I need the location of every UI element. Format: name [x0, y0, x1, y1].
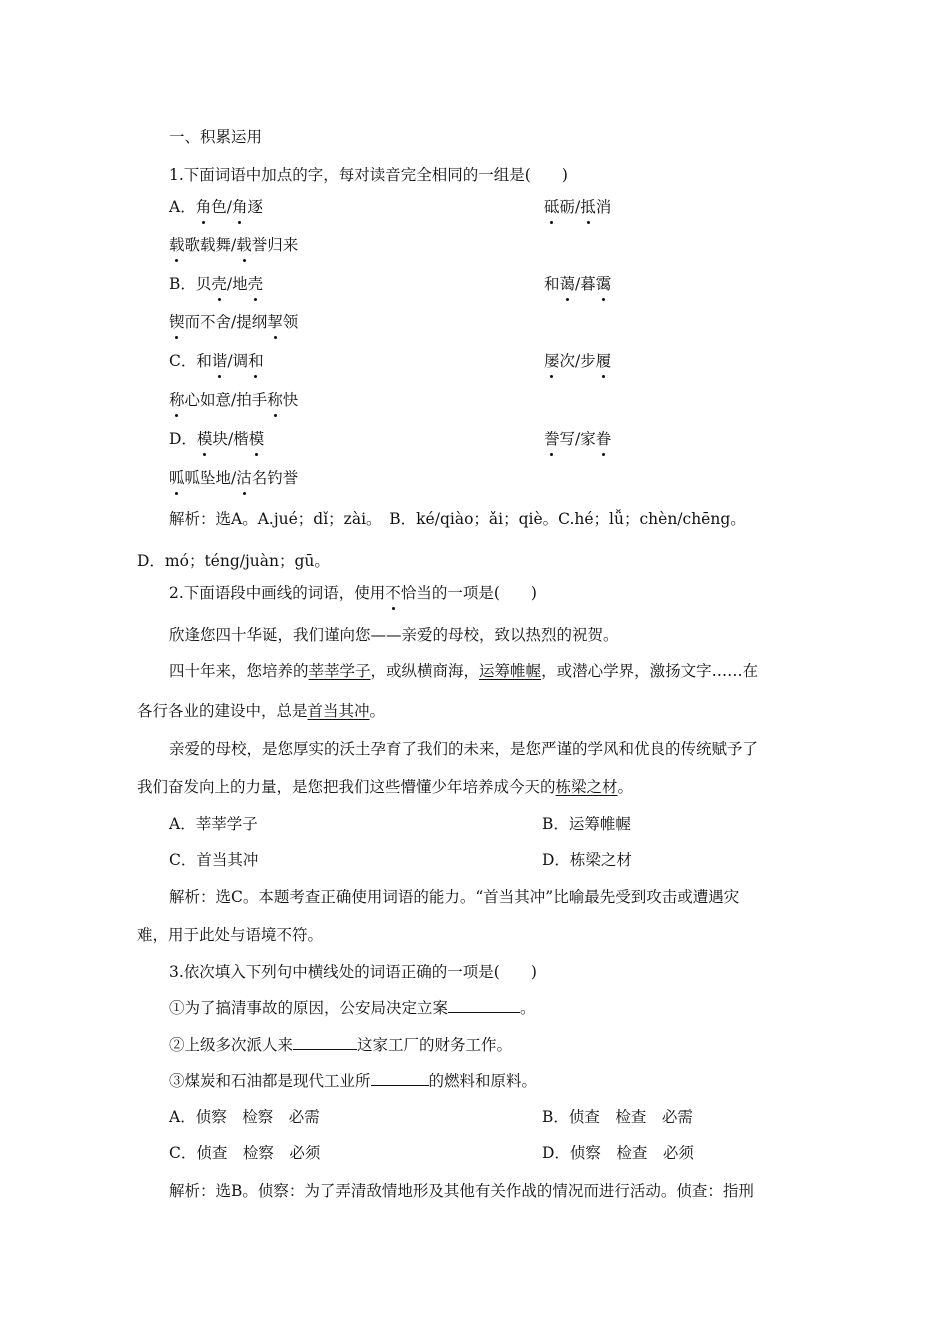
q2-paragraph-3-cont: 我们奋发向上的力量，是您把我们这些懵懂少年培养成今天的栋梁之材。: [137, 778, 634, 796]
q2-option-b: B．运筹帷幄: [542, 815, 631, 833]
q1-option-d-pair2: 誊写/家眷: [544, 430, 612, 448]
q1-option-a-pair2: 砥砺/抵消: [544, 198, 612, 216]
q2-option-a: A．莘莘学子: [169, 815, 258, 833]
blank-line: [448, 998, 520, 1013]
q3-analysis: 解析：选B。侦察：为了弄清敌情地形及其他有关作战的情况而进行活动。侦查：指刑: [169, 1182, 754, 1200]
q3-option-d: D．侦察 检查 必须: [542, 1144, 694, 1162]
q1-option-d-pair1: D．模块/楷模: [169, 430, 265, 448]
question-1-stem: 1.下面词语中加点的字，每对读音完全相同的一组是( ): [169, 166, 568, 184]
q1-option-b-pair3: 锲而不舍/提纲挈领: [169, 313, 299, 331]
q2-analysis: 解析：选C。本题考查正确使用词语的能力。“首当其冲”比喻最先受到攻击或遭遇灾: [169, 888, 740, 906]
q2-paragraph-2: 四十年来，您培养的莘莘学子，或纵横商海，运筹帷幄，或潜心学界，激扬文字……在: [169, 662, 759, 680]
blank-line: [293, 1035, 357, 1050]
question-3-stem: 3.依次填入下列句中横线处的词语正确的一项是( ): [169, 963, 537, 981]
q2-paragraph-3: 亲爱的母校，是您厚实的沃土孕育了我们的未来，是您严谨的学风和优良的传统赋予了: [169, 740, 759, 758]
q2-paragraph-2-cont: 各行各业的建设中，总是首当其冲。: [137, 702, 386, 720]
q3-option-b: B．侦查 检查 必需: [542, 1108, 693, 1126]
q2-option-c: C．首当其冲: [169, 851, 259, 869]
q1-option-c-pair2: 屡次/步履: [544, 352, 612, 370]
q1-option-c-pair1: C．和谐/调和: [169, 352, 264, 370]
question-2-stem: 2.下面语段中画线的词语，使用不恰当的一项是( ): [169, 584, 537, 602]
q1-option-c-pair3: 称心如意/拍手称快: [169, 391, 299, 409]
q1-analysis-cont: D．mó；téng/juàn；gū。: [137, 552, 330, 570]
q1-option-b-pair1: B．贝壳/地壳: [169, 275, 264, 293]
q3-sentence-2: ②上级多次派人来 这家工厂的财务工作。: [169, 1036, 513, 1054]
q1-option-b-pair2: 和蔼/暮霭: [544, 275, 612, 293]
q1-option-d-pair3: 呱呱坠地/沽名钓誉: [169, 469, 299, 487]
blank-line: [371, 1071, 429, 1086]
q2-paragraph-1: 欣逢您四十华诞，我们谨向您——亲爱的母校，致以热烈的祝贺。: [169, 626, 619, 644]
section-title: 一、积累运用: [169, 128, 263, 146]
q1-option-a-pair1: A．角色/角逐: [169, 198, 263, 216]
q3-sentence-3: ③煤炭和石油都是现代工业所 的燃料和原料。: [169, 1072, 538, 1090]
q1-analysis: 解析：选A。A.jué；dǐ；zài。 B．ké/qiào；ǎi；qiè。C.hé；lǚ；chèn/chēng。: [169, 510, 746, 528]
q3-option-a: A．侦察 检察 必需: [169, 1108, 320, 1126]
q1-option-a-pair3: 载歌载舞/载誉归来: [169, 236, 299, 254]
q3-option-c: C．侦查 检察 必须: [169, 1144, 321, 1162]
q2-analysis-cont: 难，用于此处与语境不符。: [137, 926, 324, 944]
q3-sentence-1: ①为了搞清事故的原因，公安局决定立案 。: [169, 999, 536, 1017]
q2-option-d: D．栋梁之材: [542, 851, 632, 869]
